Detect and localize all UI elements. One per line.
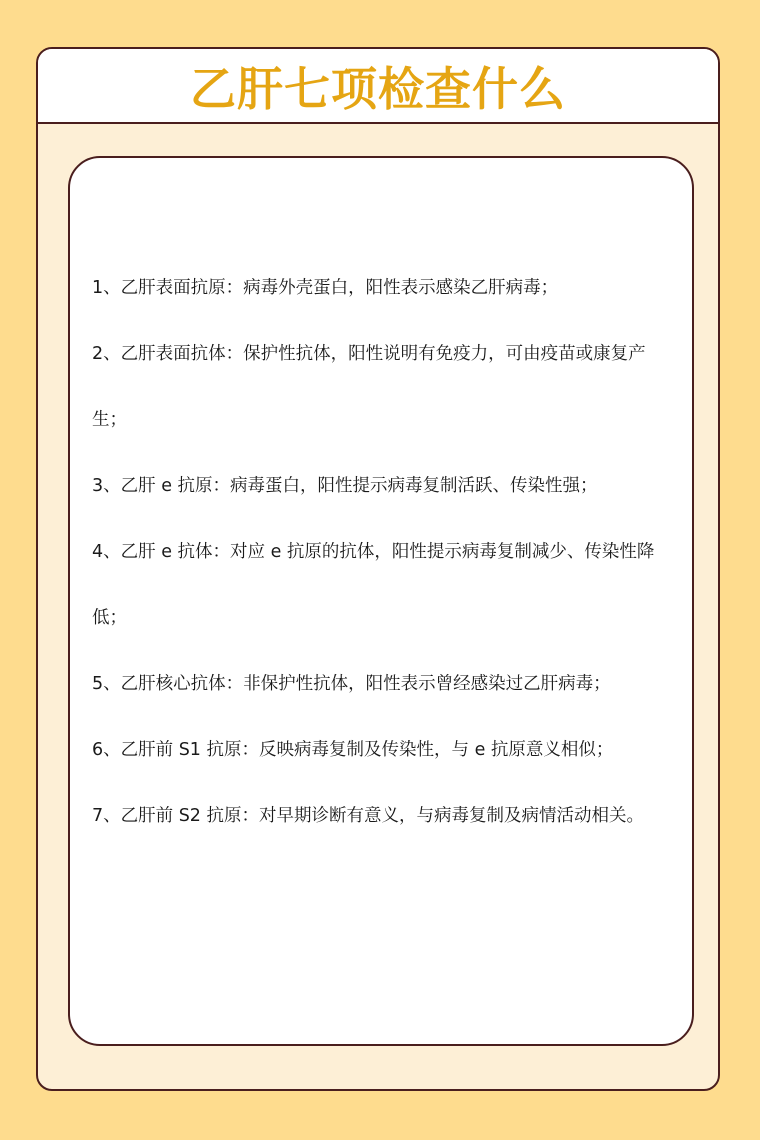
list-item <box>92 519 678 651</box>
list-item <box>92 321 678 453</box>
page-title: 乙肝七项检查什么 <box>190 61 566 116</box>
content-panel <box>68 156 694 1046</box>
item-text: 4、乙肝 e 抗体：对应 e 抗原的抗体，阳性提示病毒复制减少、传染性降低； <box>92 542 655 628</box>
item-text: 7、乙肝前 S2 抗原：对早期诊断有意义，与病毒复制及病情活动相关。 <box>92 806 644 826</box>
list-item <box>92 255 678 321</box>
title-bar <box>38 49 718 124</box>
list-item <box>92 783 678 849</box>
item-text: 1、乙肝表面抗原：病毒外壳蛋白，阳性表示感染乙肝病毒； <box>92 278 559 298</box>
list-item <box>92 651 678 717</box>
item-text: 6、乙肝前 S1 抗原：反映病毒复制及传染性，与 e 抗原意义相似； <box>92 740 614 760</box>
item-text: 2、乙肝表面抗体：保护性抗体，阳性说明有免疫力，可由疫苗或康复产生； <box>92 344 646 430</box>
list-item <box>92 453 678 519</box>
list-item <box>92 717 678 783</box>
item-text: 5、乙肝核心抗体：非保护性抗体，阳性表示曾经感染过乙肝病毒； <box>92 674 611 694</box>
item-list <box>92 255 678 849</box>
info-card <box>36 47 720 1091</box>
item-text: 3、乙肝 e 抗原：病毒蛋白，阳性提示病毒复制活跃、传染性强； <box>92 476 598 496</box>
